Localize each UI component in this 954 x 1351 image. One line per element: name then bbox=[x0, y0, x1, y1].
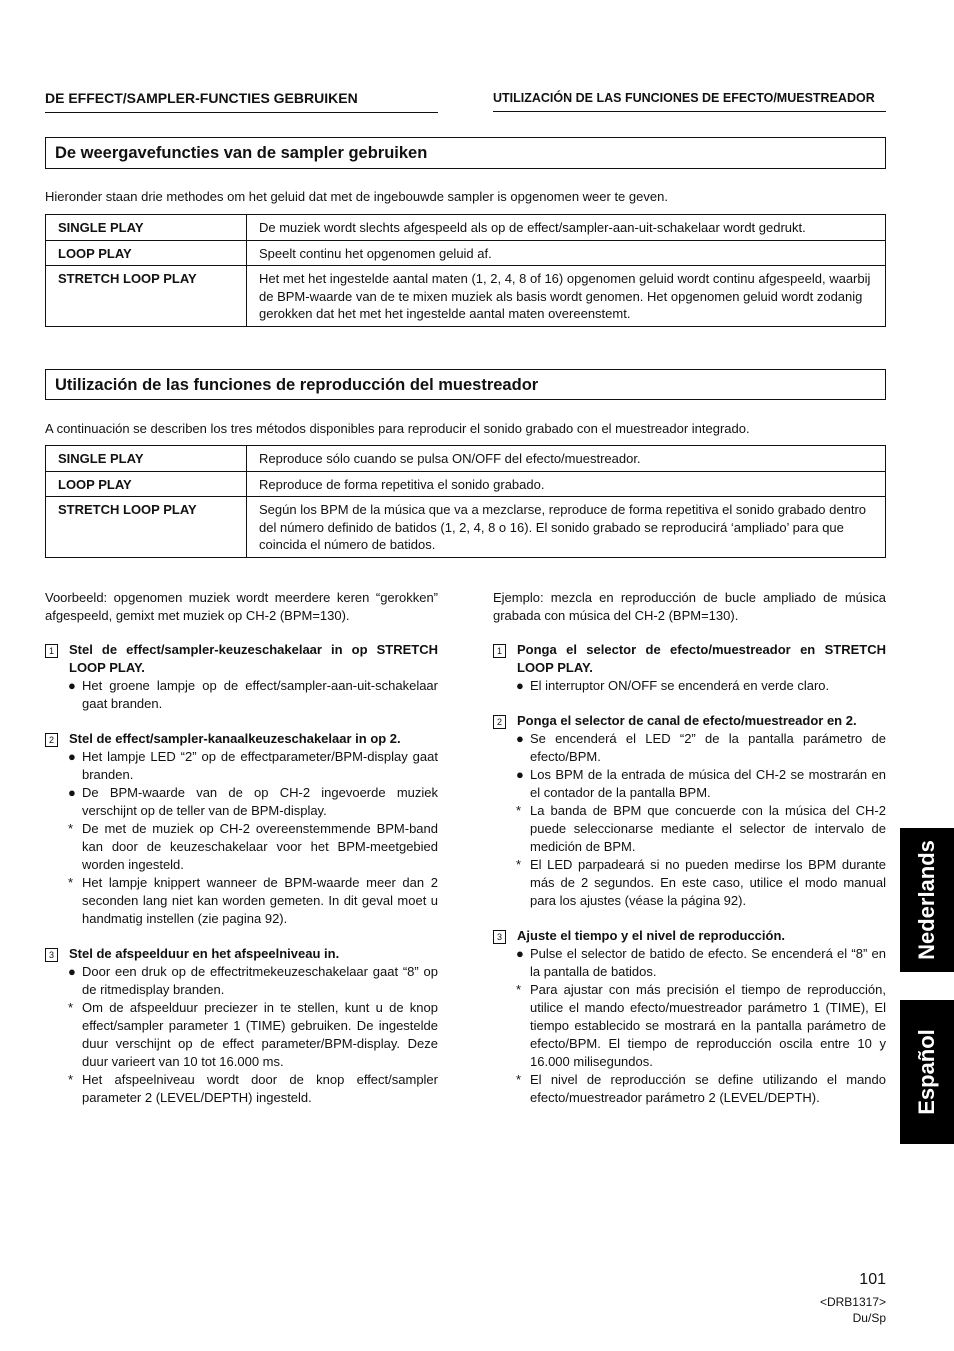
tab-nederlands-label: Nederlands bbox=[914, 840, 939, 960]
list-item: * La banda de BPM que concuerde con la música del CH-2 puede seleccionarse mediante el selector de intervalo de medición de BPM. bbox=[516, 803, 886, 854]
es-section-title: Utilización de las funciones de reproducción del muestreador bbox=[45, 369, 886, 400]
table-row bbox=[46, 215, 886, 241]
list-item: ● Door een druk op de effectritmekeuzeschakelaar gaat “8” op de ritmedisplay branden. bbox=[68, 964, 438, 997]
table-row bbox=[46, 471, 886, 497]
list-item: ● Pulse el selector de batido de efecto. Se encenderá el “8” en la pantalla de batidos. bbox=[516, 946, 886, 979]
list-item: ● De BPM-waarde van de op CH-2 ingevoerde muziek verschijnt op de teller van de BPM-display. bbox=[68, 785, 438, 818]
mode-description: Reproduce sólo cuando se pulsa ON/OFF del efecto/muestreador. bbox=[247, 446, 886, 472]
document-code: <DRB1317> bbox=[819, 1295, 886, 1309]
step-number: 1 bbox=[493, 644, 506, 658]
step-number: 2 bbox=[493, 715, 506, 729]
list-item: ● Se encenderá el LED “2” de la pantalla parámetro de efecto/BPM. bbox=[516, 731, 886, 764]
nl-example-column bbox=[45, 589, 438, 1107]
step-number: 3 bbox=[493, 930, 506, 944]
language-code: Du/Sp bbox=[852, 1311, 886, 1325]
nl-section-title: De weergavefuncties van de sampler gebruiken bbox=[45, 137, 886, 169]
list-item: ● Los BPM de la entrada de música del CH-2 se mostrarán en el contador de la pantalla BPM. bbox=[516, 767, 886, 800]
nl-section-intro: Hieronder staan drie methodes om het geluid dat met de ingebouwde sampler is opgenomen weer te geven. bbox=[45, 189, 668, 204]
es-step-2 bbox=[493, 712, 886, 730]
tab-espanol bbox=[900, 1000, 954, 1144]
nl-step-3 bbox=[45, 945, 438, 963]
list-item: * Het lampje knippert wanneer de BPM-waarde meer dan 2 seconden lang niet kan worden gemeten. In dit geval moet u handmatig instellen (zie pagina 92). bbox=[68, 875, 438, 926]
list-item: ● Het lampje LED “2” op de effectparameter/BPM-display gaat branden. bbox=[68, 749, 438, 782]
mode-description: Según los BPM de la música que va a mezclarse, reproduce de forma repetitiva el sonido grabado dentro del número definido de batidos (1, 2, 4, 8 o 16). El sonido grabado se reproducirá ‘ampliado’ para que coincida el número de batidos. bbox=[247, 497, 886, 558]
page-number: 101 bbox=[859, 1271, 886, 1288]
list-item: * Para ajustar con más precisión el tiempo de reproducción, utilice el mando efecto/muestreador parámetro 1 (TIME), El tiempo establecido se mostrará en la pantalla parámetro de efecto/BPM. El tiempo de reproducción oscila entre 10 y 16.000 milisegundos. bbox=[516, 982, 886, 1069]
step-number: 2 bbox=[45, 733, 58, 747]
step-title: Ponga el selector de canal de efecto/muestreador en 2. bbox=[517, 713, 857, 728]
nl-example-intro: Voorbeeld: opgenomen muziek wordt meerdere keren “gerokken” afgespeeld, gemixt met muziek op CH-2 (BPM=130). bbox=[45, 590, 438, 623]
table-row bbox=[46, 240, 886, 266]
mode-description: Het met het ingestelde aantal maten (1, 2, 4, 8 of 16) opgenomen geluid wordt continu afgespeeld, waarbij de BPM-waarde van de te mixen muziek als basis wordt genomen. Het opgenomen geluid wordt zodanig gerokken dat het met het ingestelde aantal maten overeenstemt. bbox=[247, 266, 886, 327]
list-item: ● Het groene lampje op de effect/sampler-aan-uit-schakelaar gaat branden. bbox=[68, 678, 438, 711]
tab-nederlands bbox=[900, 828, 954, 972]
list-item: * El LED parpadeará si no pueden medirse los BPM durante más de 2 segundos. En este caso, utilice el modo manual para los ajustes (véase la página 92). bbox=[516, 857, 886, 908]
mode-name: SINGLE PLAY bbox=[46, 215, 247, 241]
step-title: Stel de effect/sampler-kanaalkeuzeschakelaar in op 2. bbox=[69, 731, 401, 746]
header-left: DE EFFECT/SAMPLER-FUNCTIES GEBRUIKEN bbox=[45, 90, 438, 113]
es-play-modes-table bbox=[45, 445, 886, 558]
step-title: Ponga el selector de efecto/muestreador en STRETCH LOOP PLAY. bbox=[517, 642, 886, 675]
mode-description: Speelt continu het opgenomen geluid af. bbox=[247, 240, 886, 266]
tab-espanol-label: Español bbox=[914, 1029, 939, 1115]
es-step-3 bbox=[493, 927, 886, 945]
mode-name: STRETCH LOOP PLAY bbox=[46, 497, 247, 558]
step-title: Stel de effect/sampler-keuzeschakelaar in op STRETCH LOOP PLAY. bbox=[69, 642, 438, 675]
table-row bbox=[46, 446, 886, 472]
list-item: * Het afspeelniveau wordt door de knop effect/sampler parameter 2 (LEVEL/DEPTH) ingesteld. bbox=[68, 1072, 438, 1105]
mode-name: LOOP PLAY bbox=[46, 240, 247, 266]
mode-name: SINGLE PLAY bbox=[46, 446, 247, 472]
list-item: * De met de muziek op CH-2 overeenstemmende BPM-band kan door de keuzeschakelaar voor het BPM-meetgebied worden ingesteld. bbox=[68, 821, 438, 872]
nl-play-modes-table bbox=[45, 214, 886, 327]
step-title: Stel de afspeelduur en het afspeelniveau in. bbox=[69, 946, 340, 961]
step-number: 1 bbox=[45, 644, 58, 658]
es-step-1 bbox=[493, 641, 886, 677]
es-example-column bbox=[493, 589, 886, 1107]
nl-step-1 bbox=[45, 641, 438, 677]
header-right: UTILIZACIÓN DE LAS FUNCIONES DE EFECTO/MUESTREADOR bbox=[493, 91, 886, 112]
step-number: 3 bbox=[45, 948, 58, 962]
mode-description: De muziek wordt slechts afgespeeld als op de effect/sampler-aan-uit-schakelaar wordt gedrukt. bbox=[247, 215, 886, 241]
nl-step-2 bbox=[45, 730, 438, 748]
es-example-intro: Ejemplo: mezcla en reproducción de bucle ampliado de música grabada con música del CH-2 (BPM=130). bbox=[493, 590, 886, 623]
mode-name: STRETCH LOOP PLAY bbox=[46, 266, 247, 327]
mode-description: Reproduce de forma repetitiva el sonido grabado. bbox=[247, 471, 886, 497]
list-item: ● El interruptor ON/OFF se encenderá en verde claro. bbox=[516, 678, 830, 693]
table-row bbox=[46, 266, 886, 327]
list-item: * El nivel de reproducción se define utilizando el mando efecto/muestreador parámetro 2 (LEVEL/DEPTH). bbox=[516, 1072, 886, 1105]
es-section-intro: A continuación se describen los tres métodos disponibles para reproducir el sonido grabado con el muestreador integrado. bbox=[45, 421, 750, 436]
mode-name: LOOP PLAY bbox=[46, 471, 247, 497]
list-item: * Om de afspeelduur preciezer in te stellen, kunt u de knop effect/sampler parameter 1 (TIME) gebruiken. De ingestelde duur verschijnt op de effect parameter/BPM-display. Deze duur varieert van 10 tot 16.000 ms. bbox=[68, 1000, 438, 1069]
table-row bbox=[46, 497, 886, 558]
step-title: Ajuste el tiempo y el nivel de reproducción. bbox=[517, 928, 786, 943]
